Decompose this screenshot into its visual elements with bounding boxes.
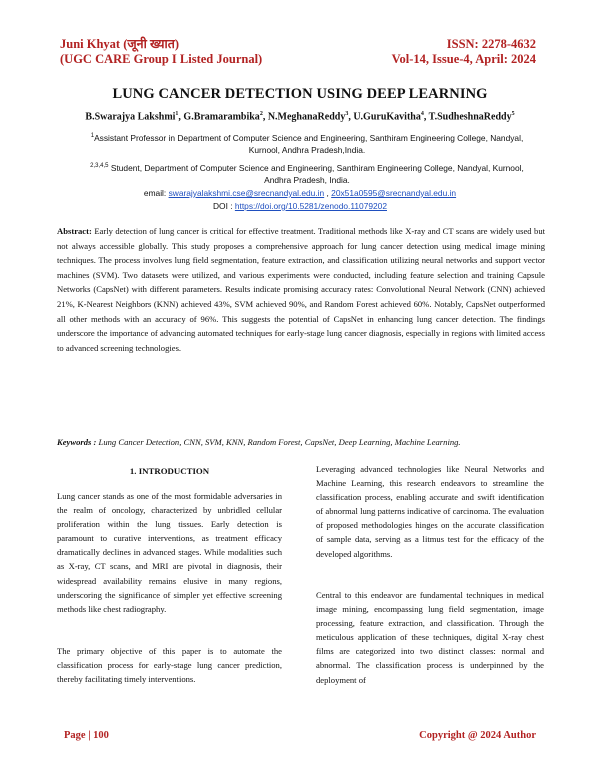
doi-label: DOI : bbox=[213, 201, 233, 211]
issn: ISSN: 2278-4632 bbox=[446, 37, 536, 51]
keywords bbox=[57, 437, 545, 447]
page-number: Page | 100 bbox=[64, 730, 109, 741]
doi-link[interactable]: https://doi.org/10.5281/zenodo.11079202 bbox=[234, 201, 387, 211]
author-name: T.SudheshnaReddy bbox=[428, 111, 512, 123]
keywords-text: Lung Cancer Detection, CNN, SVM, KNN, Random Forest, CapsNet, Deep Learning, Machine Learning. bbox=[98, 437, 461, 447]
author-sup: 5 bbox=[511, 111, 515, 117]
journal-listing: (UGC CARE Group I Listed Journal) bbox=[60, 52, 263, 66]
author-sup: 2 bbox=[259, 111, 263, 117]
author-sup: 4 bbox=[420, 111, 424, 117]
affiliation-sup: 1 bbox=[90, 133, 95, 139]
author-sup: 3 bbox=[345, 111, 349, 117]
right-paragraph-1: Leveraging advanced technologies like Neural Networks and Machine Learning, this research endeavors to streamline the classification process, enabling accurate and swift identification of abnormal lung patterns indicative of carcinoma. The evaluation of proposed methodologies hinges on the accurate classification of sample data, serving as a litmus test for the efficacy of the developed algorithms. bbox=[316, 464, 544, 559]
abstract-label: Abstract: bbox=[57, 226, 92, 236]
affiliation-1 bbox=[76, 130, 538, 156]
author-name: G.Bramarambika bbox=[183, 111, 260, 123]
author-name: U.GuruKavitha bbox=[353, 111, 421, 123]
paper-title: LUNG CANCER DETECTION USING DEEP LEARNING bbox=[112, 86, 488, 102]
author-list: B.Swarajya Lakshmi$^1$, G.Bramarambika$^2$, N.MeghanaReddy$^3$, U.GuruKavitha$^4$, T.SudheshnaReddy$^5$ bbox=[85, 111, 515, 123]
left-paragraph-2: The primary objective of this paper is to automate the classification process for early-stage lung cancer prediction, thereby facilitating timely interventions. bbox=[57, 646, 282, 685]
email-separator: , bbox=[326, 188, 329, 198]
abstract bbox=[57, 224, 545, 355]
copyright: Copyright @ 2024 Author bbox=[419, 730, 536, 741]
doi-line bbox=[0, 201, 600, 211]
left-paragraph-1: Lung cancer stands as one of the most formidable adversaries in the realm of oncology, characterized by unbridled cellular proliferation within the lung tissues. Early detection is paramount to curative interventions, as treatment efficacy dramatically declines in advanced stages. While modalities such as X-ray, CT scans, and MRI are pivotal in diagnosis, their widespread availability remains elusive in many regions, underscoring the significance of simpler yet effective screening methods like chest radiography. bbox=[57, 491, 282, 614]
email-line bbox=[0, 188, 600, 198]
author-name: N.MeghanaReddy bbox=[267, 111, 346, 123]
affiliation-text: Assistant Professor in Department of Computer Science and Engineering, Santhiram Engineering College, Nandyal, Kurnool, Andhra Pradesh,India. bbox=[94, 132, 524, 155]
right-paragraph-2: Central to this endeavor are fundamental techniques in medical image mining, encompassing lung field segmentation, image processing, feature extraction, and classification. Through the meticulous application of these techniques, digital X-ray chest films are categorized into two distinct classes: normal and abnormal. The classification process is underpinned by the deployment of bbox=[316, 590, 544, 685]
keywords-label: Keywords : bbox=[57, 437, 97, 447]
affiliation-text: Student, Department of Computer Science and Engineering, Santhiram Engineering College, Nandyal, Kurnool, Andhra Pradesh, India. bbox=[110, 162, 524, 185]
journal-name: Juni Khyat (जूनी ख्यात) bbox=[60, 37, 180, 51]
email-label: email: bbox=[143, 188, 167, 198]
section-heading: 1. INTRODUCTION bbox=[129, 466, 210, 476]
abstract-text: Early detection of lung cancer is critical for effective treatment. Traditional methods like X-ray and CT scans are widely used but not always accessible globally. This study proposes a comprehensive approach for lung cancer detection using medical image mining techniques. The process involves lung field segmentation, feature extraction, and classification utilizing neural networks and support vector machines (SVM). Two datasets were utilized, and various experiments were conducted, including feature selection and training Capsule Networks (CapsNet) with different parameters. Results indicate promising accuracy rates: Convolutional Neural Network (CNN) achieved 21%, K-Nearest Neighbors (KNN) achieved 43%, SVM achieved 90%, and Random Forest achieved 60%. Notably, CapsNet outperformed all other methods with an accuracy of 96%. This suggests the potential of CapsNet in enhancing lung cancer detection. The findings underscore the importance of advancing automated techniques for early-stage lung cancer diagnosis, especially in regions with limited access to advanced screening technologies. bbox=[57, 226, 546, 353]
affiliation-2 bbox=[76, 160, 538, 186]
email-link-1[interactable]: swarajyalakshmi.cse@srecnandyal.edu.in bbox=[168, 188, 325, 198]
affiliation-sup: 2,3,4,5 bbox=[90, 163, 109, 169]
author-sup: 1 bbox=[175, 111, 179, 117]
volume-issue: Vol-14, Issue-4, April: 2024 bbox=[391, 52, 536, 66]
email-link-2[interactable]: 20x51a0595@srecnandyal.edu.in bbox=[331, 188, 457, 198]
issue-header bbox=[392, 37, 536, 67]
journal-header bbox=[60, 37, 262, 67]
author-name: B.Swarajya Lakshmi bbox=[85, 111, 176, 123]
